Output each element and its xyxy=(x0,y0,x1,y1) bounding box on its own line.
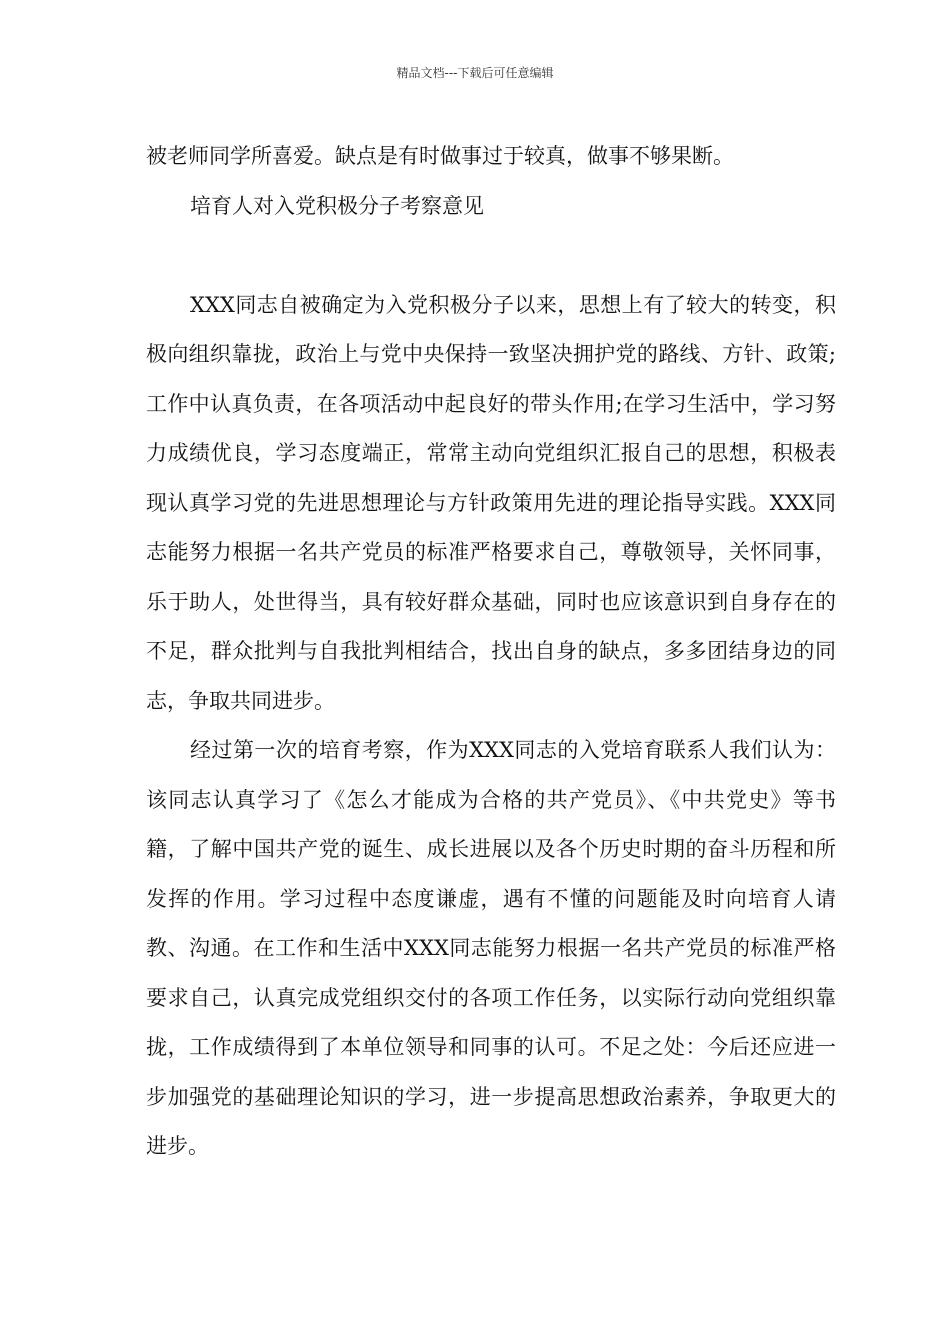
section-heading: 培育人对入党积极分子考察意见 xyxy=(190,193,484,218)
continuation-text: 被老师同学所喜爱。缺点是有时做事过于较真，做事不够果断。 xyxy=(146,144,734,168)
page-header: 精品文档---下载后可任意编辑 xyxy=(396,66,554,80)
paragraph-2: 经过第一次的培育考察，作为XXX同志的入党培育联系人我们认为：该同志认真学习了《怎么才能成为合格的共产党员》、《中共党史》等书籍，了解中国共产党的诞生、成长进展以及各个历史时期的奋斗历程和所发挥的作用。学习过程中态度谦虚，遇有不懂的问题能及时向培育人请教、沟通。在工作和生活中XXX同志能努力根据一名共产党员的标准严格要求自己，认真完成党组织交付的各项工作任务，以实际行动向党组织靠拢，工作成绩得到了本单位领导和同事的认可。不足之处：今后还应进一步加强党的基础理论知识的学习，进一步提高思想政治素养，争取更大的进步。 xyxy=(146,738,836,1158)
paragraph-1: XXX同志自被确定为入党积极分子以来，思想上有了较大的转变，积极向组织靠拢，政治上与党中央保持一致坚决拥护党的路线、方针、政策;工作中认真负责，在各项活动中起良好的带头作用;在学习生活中，学习努力成绩优良，学习态度端正，常常主动向党组织汇报自己的思想，积极表现认真学习党的先进思想理论与方针政策用先进的理论指导实践。XXX同志能努力根据一名共产党员的标准严格要求自己，尊敬领导，关怀同事，乐于助人，处世得当，具有较好群众基础，同时也应该意识到自身存在的不足，群众批判与自我批判相结合，找出自身的缺点，多多团结身边的同志，争取共同进步。 xyxy=(146,292,836,713)
document-body xyxy=(146,132,836,1172)
blank-line xyxy=(146,231,836,281)
